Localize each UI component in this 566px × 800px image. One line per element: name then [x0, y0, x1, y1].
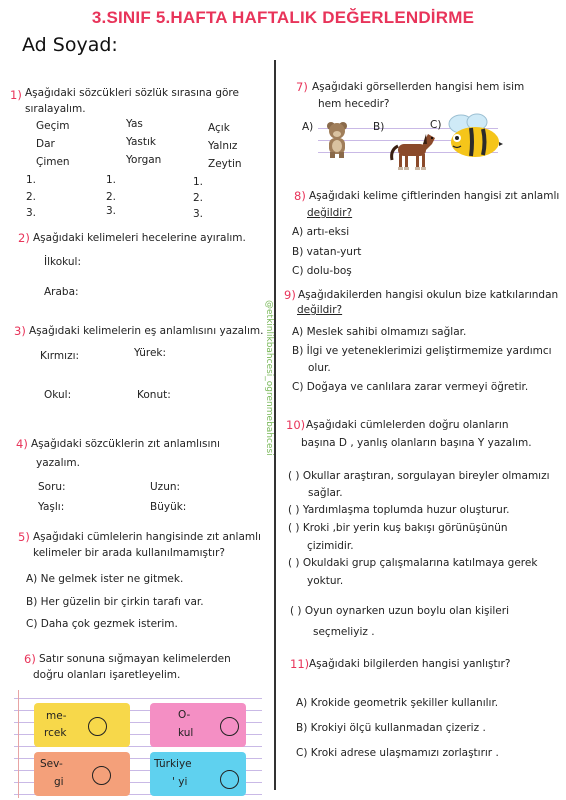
q8-option: C) dolu-boş — [292, 265, 352, 277]
page-title: 3.SINIF 5.HAFTA HAFTALIK DEĞERLENDİRME — [91, 8, 475, 27]
q10-item: çizimidir. — [307, 540, 354, 552]
q3-word: Okul: — [44, 389, 72, 401]
q10-text-2: başına D , yanlış olanların başına Y yazalım. — [301, 437, 532, 449]
q11-option: B) Krokiyi ölçü kullanmadan çizeriz . — [296, 722, 486, 734]
bee-icon — [443, 112, 503, 162]
q4-word: Yaşlı: — [38, 501, 65, 513]
q3-number: 3) — [14, 324, 26, 338]
q5-option: A) Ne gelmek ister ne gitmek. — [26, 573, 184, 585]
q7-label: A) — [302, 121, 314, 133]
q1-word: Yorgan — [126, 154, 162, 166]
q10-item: ( ) Oyun oynarken uzun boylu olan kişileri — [290, 605, 509, 617]
q9-option: A) Meslek sahibi olmamızı sağlar. — [292, 326, 467, 338]
q1-blank: 3. — [26, 207, 37, 219]
q7-text-2: hem hecedir? — [318, 98, 390, 110]
q1-word: Yastık — [126, 136, 156, 148]
q4-text-2: yazalım. — [36, 457, 80, 469]
q1-text-2: sıralayalım. — [25, 103, 86, 115]
q2-word: Araba: — [44, 286, 79, 298]
answer-circle[interactable] — [220, 770, 239, 789]
q4-word: Uzun: — [150, 481, 181, 493]
name-label: Ad Soyad: — [22, 34, 118, 56]
q4-word: Soru: — [38, 481, 66, 493]
q9-option: C) Doğaya ve canlılara zarar vermeyi öğretir. — [292, 381, 529, 393]
q1-blank: 3. — [106, 205, 117, 217]
q5-text-1: Aşağıdaki cümlelerin hangisinde zıt anlamlı — [33, 531, 261, 543]
q5-option: B) Her güzelin bir çirkin tarafı var. — [26, 596, 204, 608]
q10-item: ( ) Okuldaki grup çalışmalarına katılmaya gerek — [288, 557, 538, 569]
q3-word: Yürek: — [134, 347, 167, 359]
q7-label: C) — [430, 119, 442, 131]
q4-word: Büyük: — [150, 501, 187, 513]
q11-text: Aşağıdaki bilgilerden hangisi yanlıştır? — [309, 658, 511, 670]
q1-blank: 1. — [106, 174, 117, 186]
q10-number: 10) — [286, 418, 306, 432]
q5-text-2: kelimeler bir arada kullanılmamıştır? — [33, 547, 225, 559]
syllable-card: Türkiye ' yi — [150, 752, 246, 796]
q1-word: Yas — [126, 118, 143, 130]
q1-blank: 1. — [26, 174, 37, 186]
q10-text-1: Aşağıdaki cümlelerden doğru olanların — [306, 419, 509, 431]
q1-word: Zeytin — [208, 158, 242, 170]
q10-item: ( ) Kroki ,bir yerin kuş bakışı görünüşünün — [288, 522, 508, 534]
q10-item: yoktur. — [307, 575, 344, 587]
q6-text-1: Satır sonuna sığmayan kelimelerden — [39, 653, 231, 665]
q1-word: Yalnız — [208, 140, 238, 152]
q9-number: 9) — [284, 288, 296, 302]
q8-text-1: Aşağıdaki kelime çiftlerinden hangisi zıt anlamlı — [309, 190, 560, 202]
q2-text: Aşağıdaki kelimeleri hecelerine ayıralım. — [33, 232, 246, 244]
q11-number: 11) — [290, 657, 310, 671]
answer-circle[interactable] — [92, 766, 111, 785]
q7-label: B) — [373, 121, 385, 133]
q9-text-1: Aşağıdakilerden hangisi okulun bize katkılarından — [298, 289, 559, 301]
q11-option: A) Krokide geometrik şekiller kullanılır. — [296, 697, 499, 709]
q9-text-2: değildir? — [297, 304, 343, 316]
q1-word: Geçim — [36, 120, 70, 132]
q9-option: B) İlgi ve yeteneklerimizi geliştirmemize yardımcı — [292, 345, 552, 357]
q1-word: Çimen — [36, 156, 70, 168]
syllable-card: me- rcek — [34, 703, 130, 747]
q10-item: ( ) Okullar araştıran, sorgulayan bireyler olmamızı — [288, 470, 550, 482]
bear-icon — [324, 120, 350, 160]
q1-blank: 2. — [26, 191, 37, 203]
q8-option: A) artı-eksi — [292, 226, 350, 238]
answer-circle[interactable] — [220, 717, 239, 736]
q7-text-1: Aşağıdaki görsellerden hangisi hem isim — [312, 81, 525, 93]
q3-word: Konut: — [137, 389, 171, 401]
q5-number: 5) — [18, 530, 30, 544]
answer-circle[interactable] — [88, 717, 107, 736]
q8-number: 8) — [294, 189, 306, 203]
q1-blank: 2. — [193, 192, 204, 204]
q4-number: 4) — [16, 437, 28, 451]
q11-option: C) Kroki adrese ulaşmamızı zorlaştırır . — [296, 747, 499, 759]
q1-number: 1) — [10, 88, 22, 102]
q10-item: sağlar. — [308, 487, 343, 499]
q8-option: B) vatan-yurt — [292, 246, 362, 258]
q2-number: 2) — [18, 231, 30, 245]
q1-blank: 1. — [193, 176, 204, 188]
q3-text: Aşağıdaki kelimelerin eş anlamlısını yazalım. — [29, 325, 264, 337]
q1-text-1: Aşağıdaki sözcükleri sözlük sırasına göre — [25, 87, 239, 99]
q5-option: C) Daha çok gezmek isterim. — [26, 618, 178, 630]
q1-blank: 2. — [106, 191, 117, 203]
q4-text-1: Aşağıdaki sözcüklerin zıt anlamlısını — [31, 438, 220, 450]
q1-word: Açık — [208, 122, 230, 134]
syllable-card: Sev- gi — [34, 752, 130, 796]
q2-word: İlkokul: — [44, 256, 82, 268]
q10-item: ( ) Yardımlaşma toplumda huzur oluşturur. — [288, 504, 510, 516]
q8-text-2: değildir? — [307, 207, 353, 219]
q7-number: 7) — [296, 80, 308, 94]
q9-option: olur. — [308, 362, 331, 374]
q6-number: 6) — [24, 652, 36, 666]
q1-blank: 3. — [193, 208, 204, 220]
q3-word: Kırmızı: — [40, 350, 80, 362]
q1-word: Dar — [36, 138, 55, 150]
watermark: @etkinlikbahcesi_ogrenmebahcesi — [264, 300, 274, 456]
syllable-card: O- kul — [150, 703, 246, 747]
q10-item: seçmeliyiz . — [313, 626, 375, 638]
horse-icon — [388, 132, 438, 172]
q6-text-2: doğru olanları işaretleyelim. — [33, 669, 181, 681]
